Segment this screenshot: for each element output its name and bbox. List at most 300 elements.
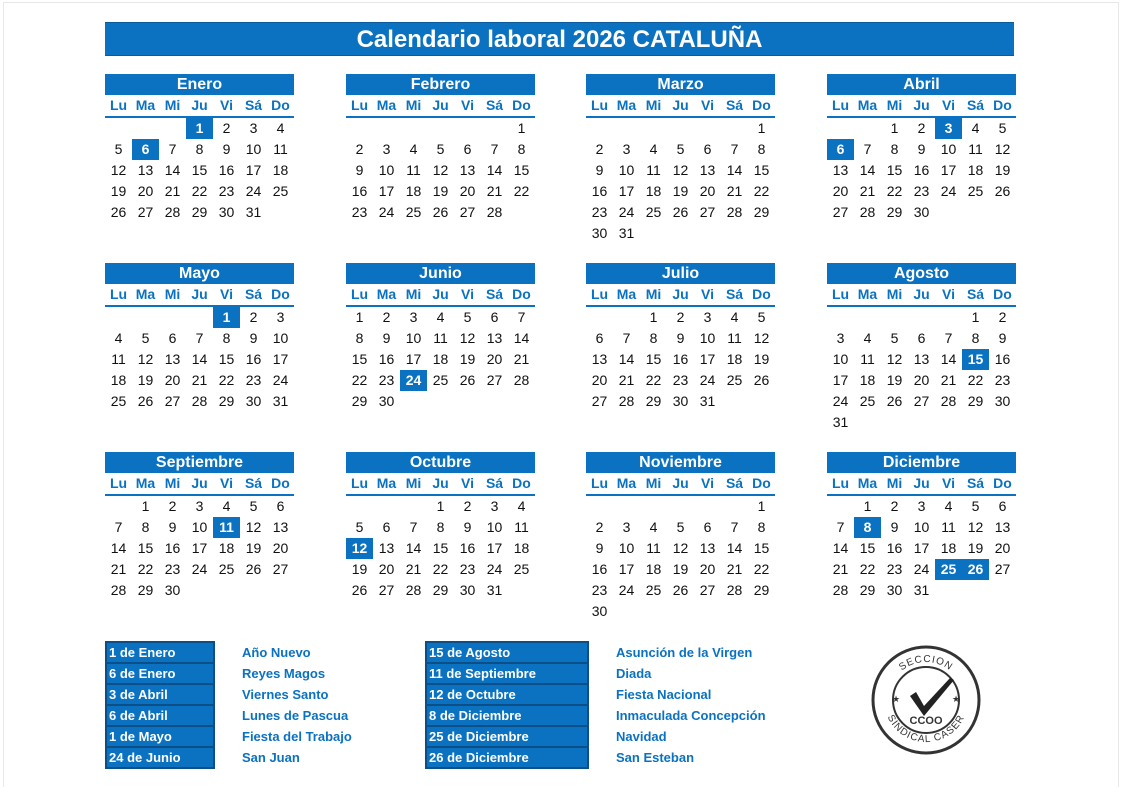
weekday-label: Do xyxy=(512,286,531,302)
day-cell: 4 xyxy=(649,141,658,157)
day-cell: 28 xyxy=(859,204,876,220)
day-cell: 27 xyxy=(272,561,289,577)
day-cell: 6 xyxy=(917,330,926,346)
day-cell: 19 xyxy=(994,162,1011,178)
day-cell: 16 xyxy=(672,351,689,367)
day-cell: 5 xyxy=(971,498,980,514)
day-cell: 28 xyxy=(164,204,181,220)
day-cell: 16 xyxy=(591,183,608,199)
empty-day-cell xyxy=(827,307,854,328)
legend-holiday-date: 26 de Diciembre xyxy=(427,748,587,767)
weekday-label: Do xyxy=(993,475,1012,491)
month-octubre xyxy=(346,452,535,601)
weekday-label: Mi xyxy=(164,475,181,491)
day-cell: 10 xyxy=(618,162,635,178)
day-cell: 20 xyxy=(272,540,289,556)
weekday-header-row xyxy=(586,95,775,118)
day-cell: 9 xyxy=(168,519,177,535)
weekday-label: Mi xyxy=(645,286,662,302)
empty-day-cell xyxy=(105,307,132,328)
day-cell: 24 xyxy=(940,183,957,199)
day-cell: 7 xyxy=(409,519,418,535)
day-cell: 24 xyxy=(486,561,503,577)
empty-day-cell xyxy=(159,118,186,139)
day-cell: 17 xyxy=(940,162,957,178)
day-cell: 17 xyxy=(245,162,262,178)
svg-text:★: ★ xyxy=(952,695,961,705)
day-cell: 1 xyxy=(757,498,766,514)
day-cell: 28 xyxy=(726,582,743,598)
day-cell: 9 xyxy=(222,141,231,157)
day-cell: 10 xyxy=(191,519,208,535)
day-cell: 3 xyxy=(195,498,204,514)
day-cell: 17 xyxy=(272,351,289,367)
weekday-label: Lu xyxy=(109,97,128,113)
day-cell: 14 xyxy=(405,540,422,556)
day-cell: 18 xyxy=(432,351,449,367)
weekday-label: Ju xyxy=(913,97,930,113)
day-cell: 13 xyxy=(137,162,154,178)
empty-day-cell xyxy=(159,307,186,328)
month-header: Septiembre xyxy=(105,452,294,473)
empty-day-cell xyxy=(586,307,613,328)
weekday-label: Vi xyxy=(942,475,955,491)
day-cell: 23 xyxy=(886,561,903,577)
day-cell: 26 xyxy=(672,582,689,598)
weekday-label: Lu xyxy=(350,286,369,302)
day-cell: 3 xyxy=(703,309,712,325)
day-cell: 1 xyxy=(971,309,980,325)
day-cell: 3 xyxy=(409,309,418,325)
day-cell: 28 xyxy=(832,582,849,598)
day-cell: 21 xyxy=(164,183,181,199)
svg-text:★: ★ xyxy=(892,695,901,705)
day-cell: 10 xyxy=(913,519,930,535)
day-cell: 31 xyxy=(486,582,503,598)
weekday-label: Vi xyxy=(701,97,714,113)
day-cell: 19 xyxy=(137,372,154,388)
day-cell: 22 xyxy=(645,372,662,388)
weekday-label: Mi xyxy=(886,286,903,302)
day-cell: 24 xyxy=(191,561,208,577)
day-cell: 10 xyxy=(245,141,262,157)
day-cell: 7 xyxy=(195,330,204,346)
empty-day-cell xyxy=(827,118,854,139)
empty-day-cell xyxy=(827,496,854,517)
day-cell: 14 xyxy=(486,162,503,178)
day-cell: 16 xyxy=(164,540,181,556)
weekday-label: Lu xyxy=(831,97,850,113)
day-cell: 10 xyxy=(699,330,716,346)
day-grid xyxy=(586,118,775,244)
day-cell: 12 xyxy=(886,351,903,367)
day-cell: 4 xyxy=(944,498,953,514)
day-cell: 26 xyxy=(110,204,127,220)
day-cell: 2 xyxy=(249,309,258,325)
weekday-header-row xyxy=(105,473,294,496)
empty-day-cell xyxy=(346,496,373,517)
day-cell: 9 xyxy=(998,330,1007,346)
day-cell: 2 xyxy=(595,519,604,535)
day-cell: 10 xyxy=(832,351,849,367)
day-cell: 19 xyxy=(753,351,770,367)
weekday-label: Ma xyxy=(857,97,878,113)
empty-day-cell xyxy=(908,307,935,328)
day-cell: 12 xyxy=(967,519,984,535)
day-cell: 29 xyxy=(753,204,770,220)
day-cell: 7 xyxy=(730,141,739,157)
day-cell: 31 xyxy=(699,393,716,409)
day-cell: 25 xyxy=(110,393,127,409)
day-cell: 31 xyxy=(832,414,849,430)
empty-day-cell xyxy=(427,118,454,139)
weekday-label: Sá xyxy=(244,286,263,302)
empty-day-cell xyxy=(132,307,159,328)
day-cell: 24 xyxy=(245,183,262,199)
legend-holiday-name: Reyes Magos xyxy=(242,666,326,681)
day-cell: 20 xyxy=(699,183,716,199)
legend-holiday-date: 15 de Agosto xyxy=(427,643,587,664)
day-cell: 1 xyxy=(863,498,872,514)
day-cell: 23 xyxy=(672,372,689,388)
day-cell: 6 xyxy=(703,141,712,157)
weekday-label: Ju xyxy=(913,475,930,491)
empty-day-cell xyxy=(694,118,721,139)
day-cell: 5 xyxy=(436,141,445,157)
weekday-label: Vi xyxy=(701,475,714,491)
legend-right-names xyxy=(616,642,816,768)
day-cell: 16 xyxy=(218,162,235,178)
legend-holiday-name: San Juan xyxy=(242,750,300,765)
day-cell: 1 xyxy=(141,498,150,514)
day-cell: 24 xyxy=(699,372,716,388)
weekday-label: Sá xyxy=(966,286,985,302)
holiday-day-cell: 25 xyxy=(935,559,962,580)
month-header: Mayo xyxy=(105,263,294,284)
legend-holiday-name: Fiesta del Trabajo xyxy=(242,729,352,744)
day-cell: 22 xyxy=(753,183,770,199)
day-cell: 8 xyxy=(649,330,658,346)
weekday-label: Mi xyxy=(405,97,422,113)
month-header: Febrero xyxy=(346,74,535,95)
day-cell: 22 xyxy=(859,561,876,577)
day-cell: 23 xyxy=(591,582,608,598)
day-cell: 18 xyxy=(726,351,743,367)
day-cell: 16 xyxy=(886,540,903,556)
weekday-header-row xyxy=(827,95,1016,118)
day-grid xyxy=(346,496,535,601)
month-abril xyxy=(827,74,1016,223)
day-cell: 15 xyxy=(513,162,530,178)
empty-day-cell xyxy=(346,118,373,139)
holiday-day-cell: 26 xyxy=(962,559,989,580)
month-mayo xyxy=(105,263,294,412)
day-cell: 24 xyxy=(832,393,849,409)
empty-day-cell xyxy=(721,118,748,139)
empty-day-cell xyxy=(613,496,640,517)
day-cell: 13 xyxy=(699,162,716,178)
day-cell: 23 xyxy=(218,183,235,199)
day-cell: 27 xyxy=(459,204,476,220)
stamp-bottom-text: SINDICAL CASER xyxy=(884,713,968,746)
day-cell: 27 xyxy=(591,393,608,409)
weekday-label: Do xyxy=(271,97,290,113)
day-cell: 23 xyxy=(994,372,1011,388)
day-cell: 17 xyxy=(378,183,395,199)
day-cell: 25 xyxy=(645,204,662,220)
day-cell: 3 xyxy=(917,498,926,514)
day-cell: 17 xyxy=(618,561,635,577)
month-header: Octubre xyxy=(346,452,535,473)
day-cell: 9 xyxy=(917,141,926,157)
empty-day-cell xyxy=(373,118,400,139)
weekday-label: Ma xyxy=(376,286,397,302)
day-cell: 19 xyxy=(672,183,689,199)
day-cell: 14 xyxy=(832,540,849,556)
day-cell: 10 xyxy=(618,540,635,556)
day-cell: 20 xyxy=(459,183,476,199)
holiday-day-cell: 1 xyxy=(186,118,213,139)
day-cell: 22 xyxy=(753,561,770,577)
day-cell: 7 xyxy=(490,141,499,157)
day-cell: 18 xyxy=(272,162,289,178)
weekday-label: Ju xyxy=(672,97,689,113)
day-cell: 27 xyxy=(994,561,1011,577)
day-cell: 29 xyxy=(218,393,235,409)
weekday-label: Mi xyxy=(886,97,903,113)
legend-holiday-name: Navidad xyxy=(616,729,667,744)
day-cell: 14 xyxy=(618,351,635,367)
day-cell: 20 xyxy=(378,561,395,577)
day-cell: 27 xyxy=(164,393,181,409)
day-cell: 14 xyxy=(726,162,743,178)
weekday-label: Lu xyxy=(831,286,850,302)
legend-holiday-name: Fiesta Nacional xyxy=(616,687,712,702)
day-cell: 16 xyxy=(913,162,930,178)
weekday-label: Ma xyxy=(135,97,156,113)
day-cell: 5 xyxy=(676,519,685,535)
day-cell: 12 xyxy=(672,162,689,178)
day-cell: 17 xyxy=(191,540,208,556)
weekday-label: Lu xyxy=(590,286,609,302)
day-cell: 11 xyxy=(406,162,421,178)
day-cell: 31 xyxy=(245,204,262,220)
month-septiembre xyxy=(105,452,294,601)
day-cell: 9 xyxy=(249,330,258,346)
holiday-day-cell: 6 xyxy=(827,139,854,160)
day-cell: 15 xyxy=(137,540,154,556)
month-julio xyxy=(586,263,775,412)
day-cell: 4 xyxy=(649,519,658,535)
day-cell: 6 xyxy=(490,309,499,325)
day-cell: 22 xyxy=(432,561,449,577)
day-grid xyxy=(346,307,535,412)
day-cell: 16 xyxy=(591,561,608,577)
day-cell: 24 xyxy=(618,204,635,220)
day-cell: 21 xyxy=(940,372,957,388)
weekday-label: Sá xyxy=(244,475,263,491)
day-cell: 23 xyxy=(245,372,262,388)
legend-holiday-name: San Esteban xyxy=(616,750,695,765)
stamp-center-text: CCOO xyxy=(909,715,943,727)
day-cell: 8 xyxy=(436,519,445,535)
day-cell: 5 xyxy=(757,309,766,325)
day-cell: 21 xyxy=(405,561,422,577)
day-cell: 14 xyxy=(859,162,876,178)
weekday-label: Vi xyxy=(461,97,474,113)
day-cell: 19 xyxy=(459,351,476,367)
day-cell: 31 xyxy=(272,393,289,409)
empty-day-cell xyxy=(132,118,159,139)
empty-day-cell xyxy=(613,118,640,139)
day-cell: 29 xyxy=(859,582,876,598)
weekday-label: Sá xyxy=(485,286,504,302)
day-cell: 1 xyxy=(355,309,364,325)
weekday-label: Mi xyxy=(886,475,903,491)
day-cell: 19 xyxy=(672,561,689,577)
weekday-label: Ma xyxy=(135,475,156,491)
day-cell: 13 xyxy=(459,162,476,178)
day-cell: 2 xyxy=(355,141,364,157)
day-cell: 21 xyxy=(513,351,530,367)
day-cell: 21 xyxy=(618,372,635,388)
empty-day-cell xyxy=(400,496,427,517)
day-cell: 28 xyxy=(110,582,127,598)
weekday-label: Ma xyxy=(857,286,878,302)
day-cell: 13 xyxy=(699,540,716,556)
month-header: Agosto xyxy=(827,263,1016,284)
weekday-label: Ju xyxy=(432,97,449,113)
day-cell: 18 xyxy=(405,183,422,199)
day-cell: 13 xyxy=(832,162,849,178)
day-cell: 27 xyxy=(486,372,503,388)
stamp-top-text: SECCION xyxy=(897,653,955,674)
weekday-label: Lu xyxy=(350,97,369,113)
empty-day-cell xyxy=(613,307,640,328)
day-cell: 11 xyxy=(433,330,448,346)
weekday-label: Mi xyxy=(164,286,181,302)
day-cell: 12 xyxy=(753,330,770,346)
day-cell: 13 xyxy=(164,351,181,367)
day-cell: 30 xyxy=(164,582,181,598)
day-grid xyxy=(586,496,775,622)
day-cell: 16 xyxy=(994,351,1011,367)
weekday-header-row xyxy=(105,95,294,118)
day-cell: 20 xyxy=(164,372,181,388)
empty-day-cell xyxy=(721,496,748,517)
weekday-header-row xyxy=(346,284,535,307)
day-cell: 4 xyxy=(436,309,445,325)
day-cell: 21 xyxy=(726,183,743,199)
day-cell: 5 xyxy=(676,141,685,157)
day-cell: 9 xyxy=(463,519,472,535)
ccoo-stamp-logo xyxy=(870,644,982,756)
day-cell: 11 xyxy=(860,351,875,367)
weekday-label: Sá xyxy=(725,475,744,491)
day-cell: 19 xyxy=(245,540,262,556)
day-cell: 29 xyxy=(645,393,662,409)
day-cell: 14 xyxy=(726,540,743,556)
day-cell: 30 xyxy=(591,225,608,241)
day-cell: 20 xyxy=(832,183,849,199)
day-cell: 1 xyxy=(436,498,445,514)
holiday-day-cell: 12 xyxy=(346,538,373,559)
day-cell: 30 xyxy=(672,393,689,409)
day-cell: 19 xyxy=(110,183,127,199)
day-cell: 16 xyxy=(351,183,368,199)
weekday-label: Vi xyxy=(942,286,955,302)
day-cell: 28 xyxy=(486,204,503,220)
weekday-label: Ju xyxy=(432,475,449,491)
legend-right-dates xyxy=(425,641,589,769)
day-cell: 9 xyxy=(595,162,604,178)
day-cell: 13 xyxy=(378,540,395,556)
day-cell: 28 xyxy=(513,372,530,388)
legend-holiday-date: 6 de Abril xyxy=(107,706,213,727)
day-cell: 13 xyxy=(486,330,503,346)
day-cell: 20 xyxy=(699,561,716,577)
weekday-header-row xyxy=(586,284,775,307)
day-cell: 4 xyxy=(114,330,123,346)
day-cell: 15 xyxy=(753,162,770,178)
weekday-label: Ma xyxy=(376,97,397,113)
weekday-header-row xyxy=(346,95,535,118)
weekday-label: Mi xyxy=(645,475,662,491)
weekday-label: Sá xyxy=(725,97,744,113)
day-cell: 4 xyxy=(517,498,526,514)
day-cell: 6 xyxy=(463,141,472,157)
day-cell: 8 xyxy=(355,330,364,346)
day-cell: 23 xyxy=(591,204,608,220)
day-cell: 21 xyxy=(859,183,876,199)
empty-day-cell xyxy=(400,118,427,139)
weekday-label: Mi xyxy=(405,475,422,491)
day-cell: 30 xyxy=(913,204,930,220)
day-cell: 26 xyxy=(886,393,903,409)
legend-holiday-date: 8 de Diciembre xyxy=(427,706,587,727)
day-cell: 7 xyxy=(168,141,177,157)
holiday-day-cell: 11 xyxy=(213,517,240,538)
day-cell: 28 xyxy=(191,393,208,409)
day-cell: 28 xyxy=(405,582,422,598)
day-grid xyxy=(827,496,1016,601)
day-cell: 9 xyxy=(890,519,899,535)
svg-text:SECCION xyxy=(897,654,955,673)
day-cell: 12 xyxy=(245,519,262,535)
month-header: Enero xyxy=(105,74,294,95)
day-cell: 15 xyxy=(351,351,368,367)
legend-holiday-date: 1 de Mayo xyxy=(107,727,213,748)
empty-day-cell xyxy=(667,118,694,139)
day-cell: 23 xyxy=(913,183,930,199)
month-noviembre xyxy=(586,452,775,622)
weekday-label: Vi xyxy=(220,286,233,302)
day-cell: 2 xyxy=(676,309,685,325)
day-cell: 28 xyxy=(618,393,635,409)
weekday-label: Ju xyxy=(432,286,449,302)
weekday-label: Ju xyxy=(191,286,208,302)
day-cell: 20 xyxy=(486,351,503,367)
day-cell: 18 xyxy=(967,162,984,178)
day-cell: 19 xyxy=(886,372,903,388)
day-cell: 30 xyxy=(245,393,262,409)
day-cell: 20 xyxy=(994,540,1011,556)
day-cell: 21 xyxy=(726,561,743,577)
day-cell: 14 xyxy=(191,351,208,367)
day-cell: 12 xyxy=(137,351,154,367)
weekday-label: Ma xyxy=(135,286,156,302)
day-cell: 29 xyxy=(191,204,208,220)
